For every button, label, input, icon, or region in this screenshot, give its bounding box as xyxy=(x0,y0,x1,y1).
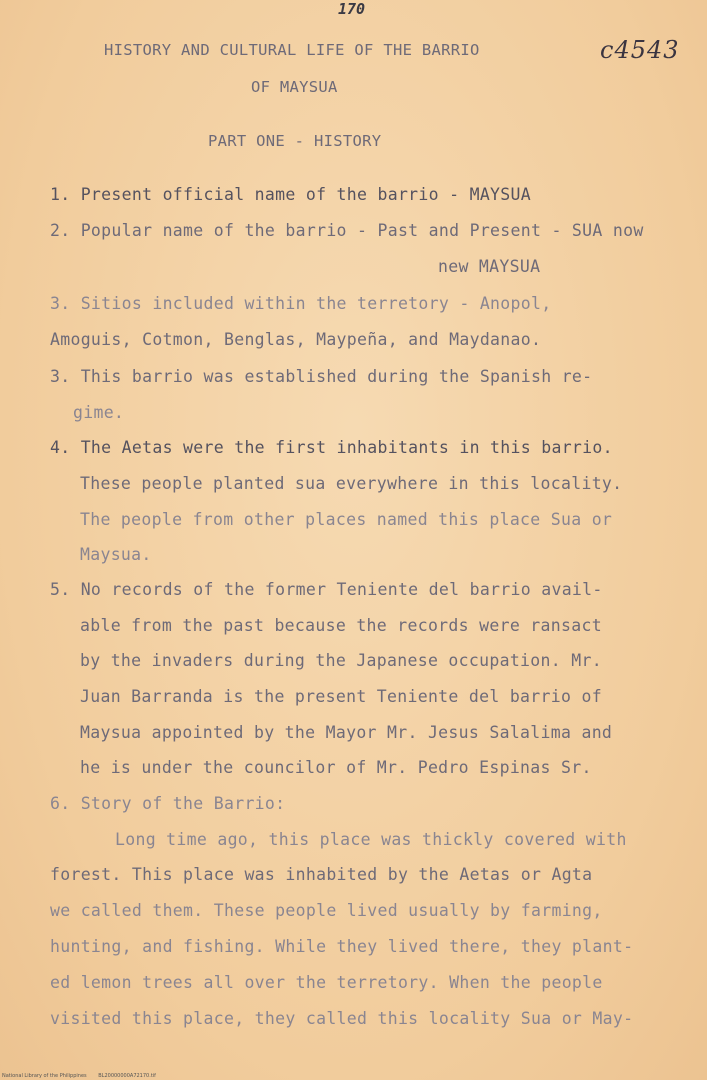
body-line: gime. xyxy=(73,403,125,422)
body-line: Juan Barranda is the present Teniente del barrio of xyxy=(80,687,602,706)
body-line: 2. Popular name of the barrio - Past and Present - SUA now xyxy=(50,221,644,240)
body-line: Amoguis, Cotmon, Benglas, Maypeña, and Maydanao. xyxy=(50,330,542,349)
body-line: we called them. These people lived usually by farming, xyxy=(50,901,603,920)
body-line: Long time ago, this place was thickly covered with xyxy=(115,830,627,849)
body-line: hunting, and fishing. While they lived there, they plant- xyxy=(50,937,634,956)
body-line: 5. No records of the former Teniente del barrio avail- xyxy=(50,580,603,599)
body-line: by the invaders during the Japanese occupation. Mr. xyxy=(80,651,602,670)
body-line: 1. Present official name of the barrio - MAYSUA xyxy=(50,185,531,204)
catalog-number: c4543 xyxy=(600,36,680,64)
body-line: he is under the councilor of Mr. Pedro Espinas Sr. xyxy=(80,758,592,777)
body-line: These people planted sua everywhere in this locality. xyxy=(80,474,623,493)
part-heading: PART ONE - HISTORY xyxy=(208,132,382,150)
body-line: ed lemon trees all over the terretory. When the people xyxy=(50,973,603,992)
body-line: Maysua. xyxy=(80,545,152,564)
scan-footer xyxy=(2,1073,166,1079)
footer-institution: National Library of the Philippines xyxy=(2,1073,87,1079)
body-line: forest. This place was inhabited by the Aetas or Agta xyxy=(50,865,593,884)
footer-file-id: BL20000000A72170.tif xyxy=(98,1073,156,1079)
body-line: 3. Sitios included within the terretory - Anopol, xyxy=(50,294,552,313)
body-line: 3. This barrio was established during the Spanish re- xyxy=(50,367,593,386)
body-line: new MAYSUA xyxy=(438,257,541,276)
title-line-1: HISTORY AND CULTURAL LIFE OF THE BARRIO xyxy=(104,41,480,59)
title-line-2: OF MAYSUA xyxy=(251,78,338,96)
body-line: 4. The Aetas were the first inhabitants in this barrio. xyxy=(50,438,613,457)
page-number: 170 xyxy=(338,0,366,18)
body-line: visited this place, they called this locality Sua or May- xyxy=(50,1009,634,1028)
body-line: 6. Story of the Barrio: xyxy=(50,794,286,813)
body-line: Maysua appointed by the Mayor Mr. Jesus Salalima and xyxy=(80,723,613,742)
body-line: able from the past because the records were ransact xyxy=(80,616,602,635)
body-line: The people from other places named this place Sua or xyxy=(80,510,613,529)
